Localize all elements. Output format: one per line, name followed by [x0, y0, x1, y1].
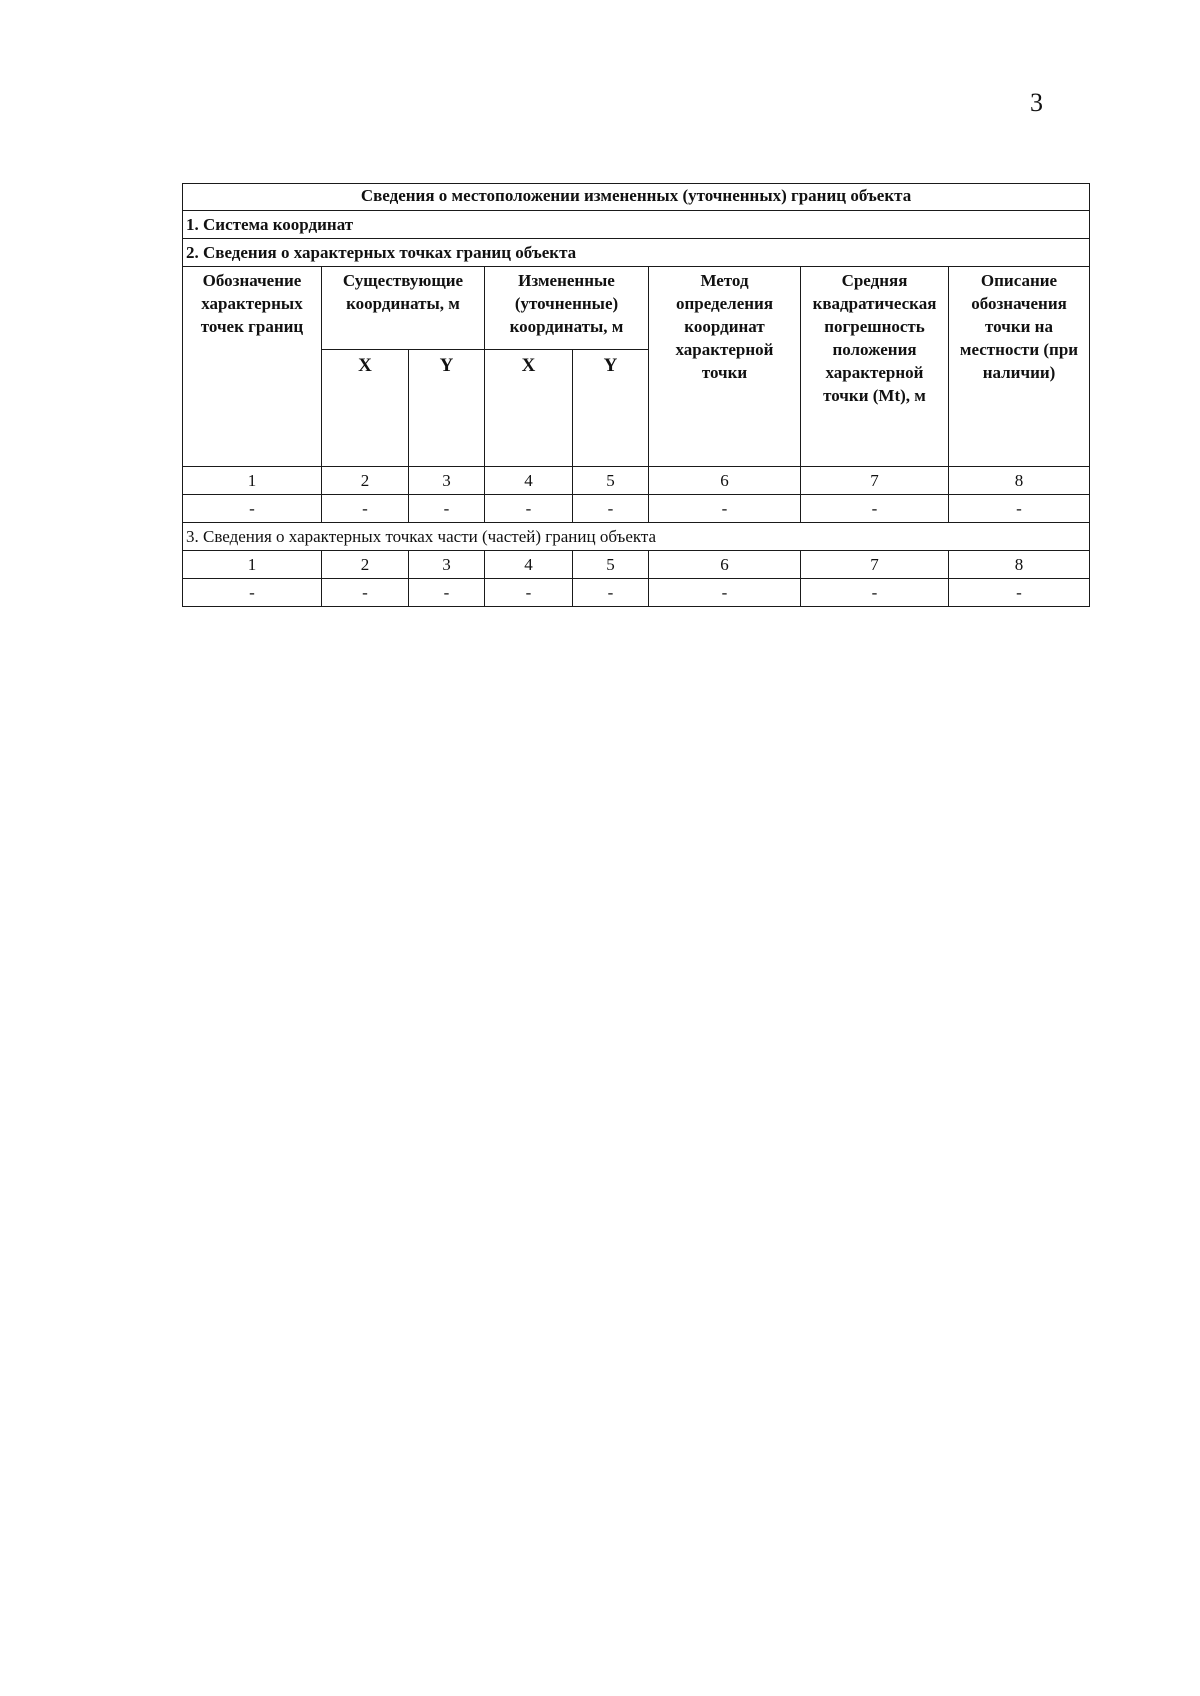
column-number: 7: [801, 467, 949, 495]
table-title: Сведения о местоположении измененных (уточненных) границ объекта: [183, 184, 1090, 211]
table-cell: -: [322, 579, 409, 607]
section-coordinate-system: 1. Система координат: [183, 211, 1090, 239]
table-cell: -: [949, 579, 1090, 607]
column-number: 3: [409, 467, 485, 495]
header-description: Описание обозначения точки на местности (при наличии): [949, 267, 1090, 467]
header-changed-coordinates: Измененные (уточненные) координаты, м: [485, 267, 649, 350]
column-number: 4: [485, 551, 573, 579]
header-y-changed: Y: [573, 350, 649, 467]
column-number: 4: [485, 467, 573, 495]
table-cell: -: [949, 495, 1090, 523]
table-row: [183, 495, 1090, 523]
table-cell: -: [573, 495, 649, 523]
column-number: 2: [322, 551, 409, 579]
boundary-table: [182, 183, 1090, 607]
column-number: 6: [649, 467, 801, 495]
header-method: Метод определения координат характерной точки: [649, 267, 801, 467]
table-cell: -: [573, 579, 649, 607]
column-number: 8: [949, 551, 1090, 579]
column-number: 6: [649, 551, 801, 579]
table-cell: -: [183, 495, 322, 523]
header-error: Средняя квадратическая погрешность положения характерной точки (Mt), м: [801, 267, 949, 467]
column-numbers-row: [183, 467, 1090, 495]
header-x-changed: X: [485, 350, 573, 467]
table-row: [183, 579, 1090, 607]
table-cell: -: [649, 495, 801, 523]
column-number: 8: [949, 467, 1090, 495]
column-number: 5: [573, 467, 649, 495]
column-number: 1: [183, 551, 322, 579]
header-designation: Обозначение характерных точек границ: [183, 267, 322, 467]
table-cell: -: [409, 495, 485, 523]
table-cell: -: [649, 579, 801, 607]
section-boundary-points: 2. Сведения о характерных точках границ объекта: [183, 239, 1090, 267]
table-cell: -: [485, 495, 573, 523]
column-number: 2: [322, 467, 409, 495]
column-number: 3: [409, 551, 485, 579]
page-number: 3: [1030, 88, 1043, 117]
section-part-boundary-points: 3. Сведения о характерных точках части (частей) границ объекта: [183, 523, 1090, 551]
header-x-existing: X: [322, 350, 409, 467]
column-number: 5: [573, 551, 649, 579]
table-cell: -: [485, 579, 573, 607]
header-y-existing: Y: [409, 350, 485, 467]
table-cell: -: [409, 579, 485, 607]
column-number: 1: [183, 467, 322, 495]
header-existing-coordinates: Существующие координаты, м: [322, 267, 485, 350]
table-cell: -: [801, 495, 949, 523]
table-cell: -: [322, 495, 409, 523]
column-number: 7: [801, 551, 949, 579]
column-numbers-row: [183, 551, 1090, 579]
table-cell: -: [183, 579, 322, 607]
table-cell: -: [801, 579, 949, 607]
